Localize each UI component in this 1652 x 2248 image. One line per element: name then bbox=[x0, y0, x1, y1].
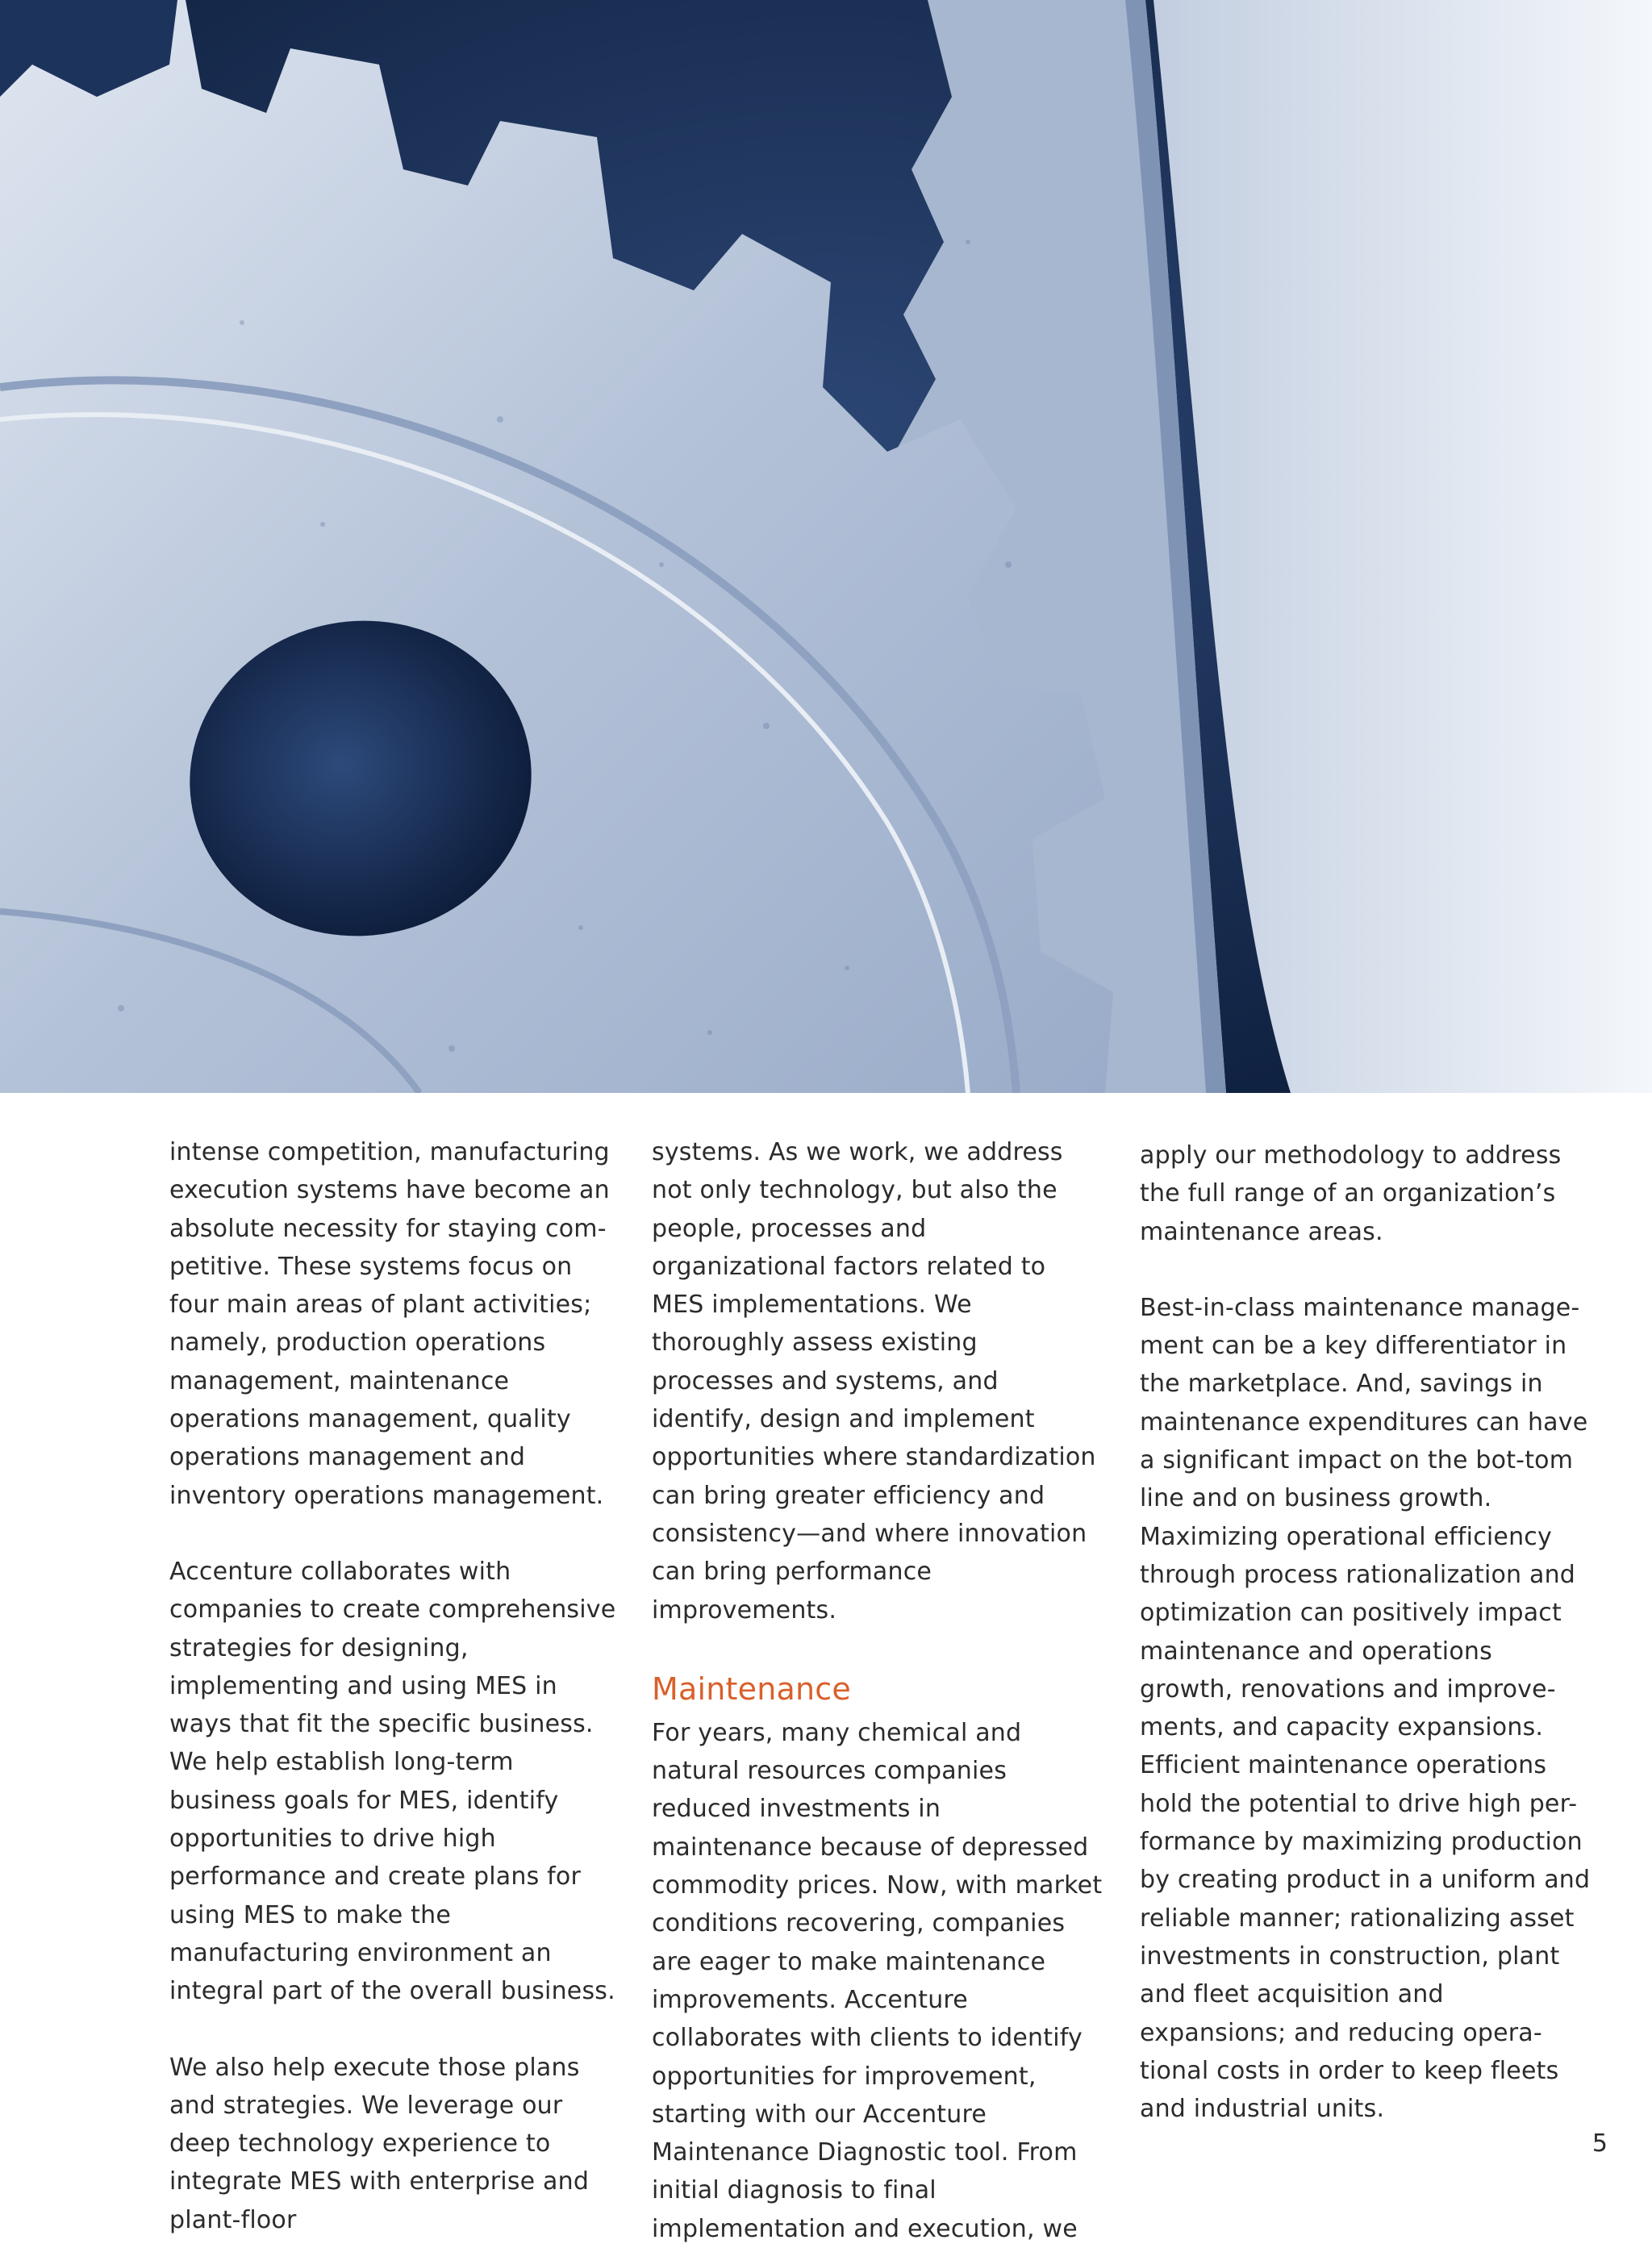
paragraph: For years, many chemical and natural resources companies reduced investments in maintenance because of depressed commodity prices. Now, with market conditions recovering, companies are eager to make maintenance improvements. Accenture collaborates with clients to identify opportunities for improvement, starting with our Accenture Maintenance Diagnostic tool. From initial diagnosis to final implementation and execution, we bbox=[652, 1718, 1103, 2243]
gears-photo-icon bbox=[0, 0, 1652, 1093]
paragraph: apply our methodology to address the full range of an organization’s maintenance areas. bbox=[1140, 1141, 1562, 1246]
hero-gears-image bbox=[0, 0, 1652, 1093]
text-column-3 bbox=[1140, 1137, 1592, 2128]
paragraph: We also help execute those plans and strategies. We leverage our deep technology experience to integrate MES with enterprise and plant-floor bbox=[169, 2053, 590, 2234]
paragraph: Accenture collaborates with companies to create comprehensive strategies for designing, implementing and using MES in ways that fit the specific business. We help establish long-term business goals for MES, identify opportunities to drive high performance and create plans for using MES to make the manufacturing environment an integral part of the overall business. bbox=[169, 1557, 616, 2006]
section-heading-maintenance: Maintenance bbox=[652, 1670, 851, 1707]
text-column-1 bbox=[169, 1133, 621, 2239]
paragraph: intense competition, manufacturing execution systems have become an absolute necessity for staying com-petitive. These systems focus on four main areas of plant activities; namely, production operations management, maintenance operations management, quality operations management and inventory operations management. bbox=[169, 1138, 610, 1510]
text-column-2 bbox=[652, 1133, 1103, 2248]
page-number: 5 bbox=[1592, 2129, 1608, 2158]
paragraph: Best-in-class maintenance manage-ment can be a key differentiator in the marketplace. And, savings in maintenance expenditures can have a significant impact on the bot-tom line and on business growth. Maximizing operational efficiency through process rationalization and optimization can positively impact maintenance and operations growth, renovations and improve-ments, and capacity expansions. Efficient maintenance operations hold the potential to drive high per-formance by maximizing production by creating product in a uniform and reliable manner; rationalizing asset investments in construction, plant and fleet acquisition and expansions; and reducing opera-tional costs in order to keep fleets and industrial units. bbox=[1140, 1293, 1591, 2124]
paragraph: systems. As we work, we address not only technology, but also the people, processes and organizational factors related to MES implementations. We thoroughly assess existing processes and systems, and identify, design and implement opportunities where standardization can bring greater efficiency and consistency—and where innovation can bring performance improvements. bbox=[652, 1138, 1096, 1624]
